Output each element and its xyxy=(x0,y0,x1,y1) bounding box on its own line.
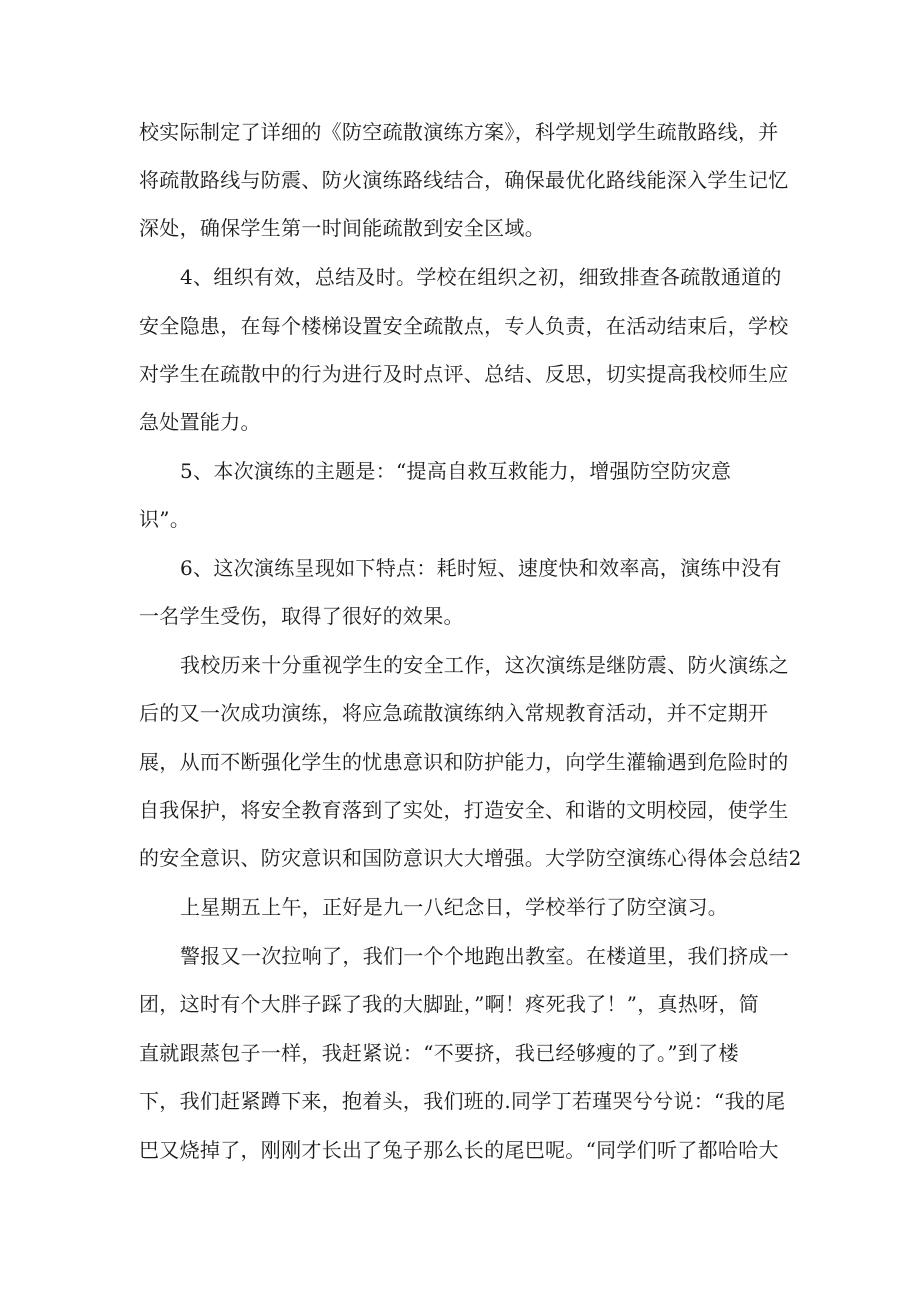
text-line: 直就跟蒸包子一样，我赶紧说：“不要挤，我已经够瘦的了。”到了楼 xyxy=(139,1041,739,1065)
text-line: 5、本次演练的主题是：“提高自救互救能力，增强防空防灾意 xyxy=(180,459,732,483)
text-line: 对学生在疏散中的行为进行及时点评、总结、反思，切实提高我校师生应 xyxy=(139,362,789,386)
text-line: 上星期五上午，正好是九一八纪念日，学校举行了防空演习。 xyxy=(180,895,729,919)
text-line: 校实际制定了详细的《防空疏散演练方案》，科学规划学生疏散路线，并 xyxy=(139,120,779,144)
text-line: 我校历来十分重视学生的安全工作，这次演练是继防震、防火演练之 xyxy=(180,653,789,677)
text-line: 后的又一次成功演练，将应急疏散演练纳入常规教育活动，并不定期开 xyxy=(139,701,769,725)
text-line: 团，这时有个大胖子踩了我的大脚趾，”啊！疼死我了！”，真热呀，简 xyxy=(139,992,760,1016)
text-line: 6、这次演练呈现如下特点：耗时短、速度快和效率高，演练中没有 xyxy=(180,556,782,580)
text-line: 一名学生受伤，取得了很好的效果。 xyxy=(139,604,464,628)
text-line: 巴又烧掉了，刚刚才长出了兔子那么长的尾巴呢。“同学们听了都哈哈大 xyxy=(139,1138,779,1162)
text-line: 识”。 xyxy=(139,507,191,531)
text-line: 4、组织有效，总结及时。学校在组织之初，细致排查各疏散通道的 xyxy=(180,265,782,289)
text-line: 将疏散路线与防震、防火演练路线结合，确保最优化路线能深入学生记忆 xyxy=(139,168,789,192)
text-line: 自我保护，将安全教育落到了实处，打造安全、和谐的文明校园，使学生 xyxy=(139,798,789,822)
text-line: 安全隐患，在每个楼梯设置安全疏散点，专人负责，在活动结束后，学校 xyxy=(139,314,789,338)
text-line: 急处置能力。 xyxy=(139,410,261,434)
text-line: 的安全意识、防灾意识和国防意识大大增强。大学防空演练心得体会总结2 xyxy=(139,846,802,870)
text-line: 深处，确保学生第一时间能疏散到安全区域。 xyxy=(139,216,545,240)
text-line: 警报又一次拉响了，我们一个个地跑出教室。在楼道里，我们挤成一 xyxy=(180,944,789,968)
text-line: 展，从而不断强化学生的忧患意识和防护能力，向学生灌输遇到危险时的 xyxy=(139,750,789,774)
text-line: 下，我们赶紧蹲下来，抱着头，我们班的.同学丁若瑾哭兮兮说：“我的尾 xyxy=(139,1089,786,1113)
